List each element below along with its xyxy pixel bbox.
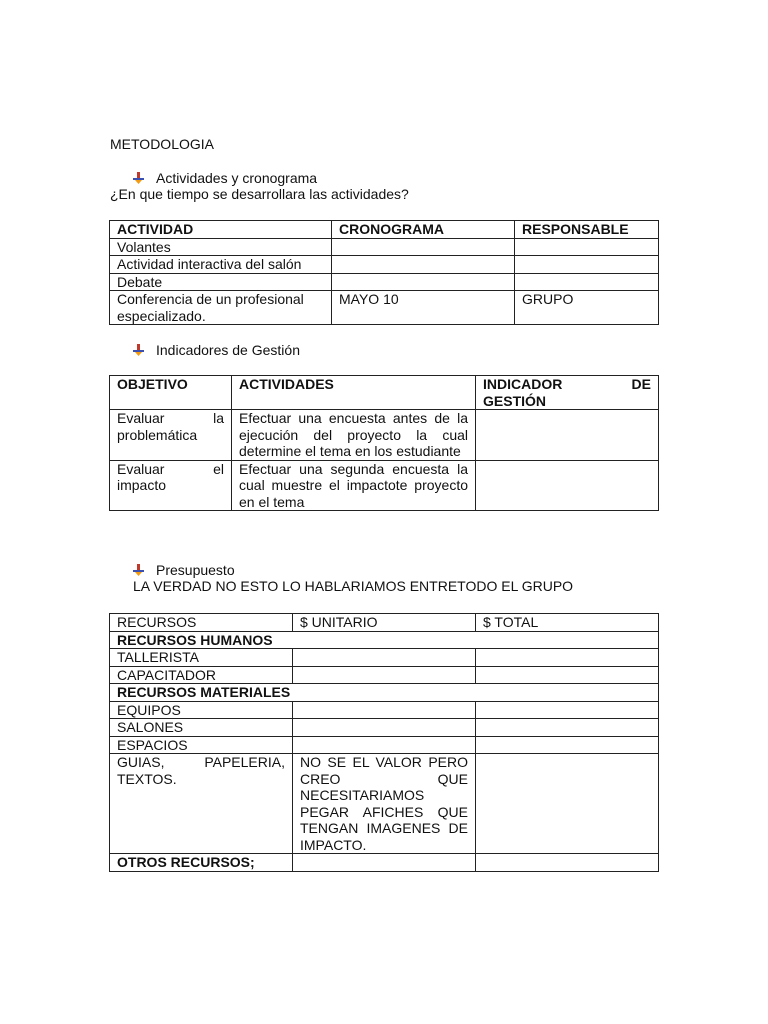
table-row bbox=[110, 460, 659, 511]
section-actividades-title: Actividades y cronograma bbox=[156, 170, 318, 186]
section-presupuesto-title: Presupuesto bbox=[156, 562, 235, 578]
indicadores-table bbox=[109, 375, 659, 511]
cell: MAYO 10 bbox=[332, 291, 515, 325]
section-indicadores-title: Indicadores de Gestión bbox=[156, 342, 300, 358]
cell bbox=[515, 273, 659, 291]
cell-otros-recursos: OTROS RECURSOS; bbox=[110, 854, 293, 872]
cell-objetivo: Evaluar el impacto bbox=[110, 460, 232, 511]
cell: GUIAS, PAPELERIA, TEXTOS. bbox=[110, 754, 293, 854]
table-row bbox=[110, 291, 659, 325]
header-indicador: INDICADOR DE GESTIÓN bbox=[476, 376, 659, 410]
cell bbox=[515, 238, 659, 256]
table-header-row bbox=[110, 221, 659, 239]
table-row bbox=[110, 273, 659, 291]
cell bbox=[476, 719, 659, 737]
cell bbox=[293, 701, 476, 719]
cell bbox=[476, 754, 659, 854]
cell-indicador bbox=[476, 410, 659, 461]
header-objetivo: OBJETIVO bbox=[110, 376, 232, 410]
cell bbox=[293, 736, 476, 754]
cell-indicador bbox=[476, 460, 659, 511]
table-row bbox=[110, 649, 659, 667]
cell: Actividad interactiva del salón bbox=[110, 256, 332, 274]
cell bbox=[293, 719, 476, 737]
table-row bbox=[110, 719, 659, 737]
cell bbox=[515, 256, 659, 274]
presupuesto-table bbox=[109, 613, 659, 872]
cell: TALLERISTA bbox=[110, 649, 293, 667]
table-header-row bbox=[110, 376, 659, 410]
cell bbox=[332, 256, 515, 274]
arrow-bullet-icon bbox=[132, 343, 146, 357]
presupuesto-note: LA VERDAD NO ESTO LO HABLARIAMOS ENTRETODO EL GRUPO bbox=[133, 578, 574, 594]
table-row bbox=[110, 701, 659, 719]
cell: SALONES bbox=[110, 719, 293, 737]
cell bbox=[332, 273, 515, 291]
cell bbox=[293, 649, 476, 667]
question-text: ¿En que tiempo se desarrollara las actividades? bbox=[110, 186, 409, 202]
table-row bbox=[110, 736, 659, 754]
cell bbox=[476, 701, 659, 719]
table-row bbox=[110, 631, 659, 649]
cell: CAPACITADOR bbox=[110, 666, 293, 684]
table-row bbox=[110, 754, 659, 854]
table-row bbox=[110, 854, 659, 872]
table-row bbox=[110, 256, 659, 274]
cell bbox=[476, 649, 659, 667]
cell-objetivo: Evaluar la problemática bbox=[110, 410, 232, 461]
cell-actividades: Efectuar una encuesta antes de la ejecución del proyecto la cual determine el tema en los estudiante bbox=[232, 410, 476, 461]
cell: Conferencia de un profesional especializado. bbox=[110, 291, 332, 325]
heading-metodologia: METODOLOGIA bbox=[110, 136, 214, 152]
cronograma-table bbox=[109, 220, 659, 325]
cell bbox=[332, 238, 515, 256]
arrow-bullet-icon bbox=[132, 563, 146, 577]
header-actividad: ACTIVIDAD bbox=[110, 221, 332, 239]
cell-actividades: Efectuar una segunda encuesta la cual muestre el impactote proyecto en el tema bbox=[232, 460, 476, 511]
header-actividades: ACTIVIDADES bbox=[232, 376, 476, 410]
cell bbox=[293, 666, 476, 684]
cell: GRUPO bbox=[515, 291, 659, 325]
cell: Debate bbox=[110, 273, 332, 291]
cell bbox=[293, 854, 476, 872]
cell: Volantes bbox=[110, 238, 332, 256]
table-row bbox=[110, 238, 659, 256]
cell bbox=[476, 666, 659, 684]
header-cronograma: CRONOGRAMA bbox=[332, 221, 515, 239]
cell bbox=[476, 736, 659, 754]
group-recursos-materiales: RECURSOS MATERIALES bbox=[110, 684, 659, 702]
table-header-row bbox=[110, 614, 659, 632]
cell: ESPACIOS bbox=[110, 736, 293, 754]
group-recursos-humanos: RECURSOS HUMANOS bbox=[110, 631, 659, 649]
cell: NO SE EL VALOR PERO CREO QUE NECESITARIAMOS PEGAR AFICHES QUE TENGAN IMAGENES DE IMPACTO. bbox=[293, 754, 476, 854]
header-recursos: RECURSOS bbox=[110, 614, 293, 632]
table-row bbox=[110, 684, 659, 702]
table-row bbox=[110, 666, 659, 684]
cell bbox=[476, 854, 659, 872]
header-total: $ TOTAL bbox=[476, 614, 659, 632]
table-row bbox=[110, 410, 659, 461]
arrow-bullet-icon bbox=[132, 171, 146, 185]
header-unitario: $ UNITARIO bbox=[293, 614, 476, 632]
header-responsable: RESPONSABLE bbox=[515, 221, 659, 239]
cell: EQUIPOS bbox=[110, 701, 293, 719]
